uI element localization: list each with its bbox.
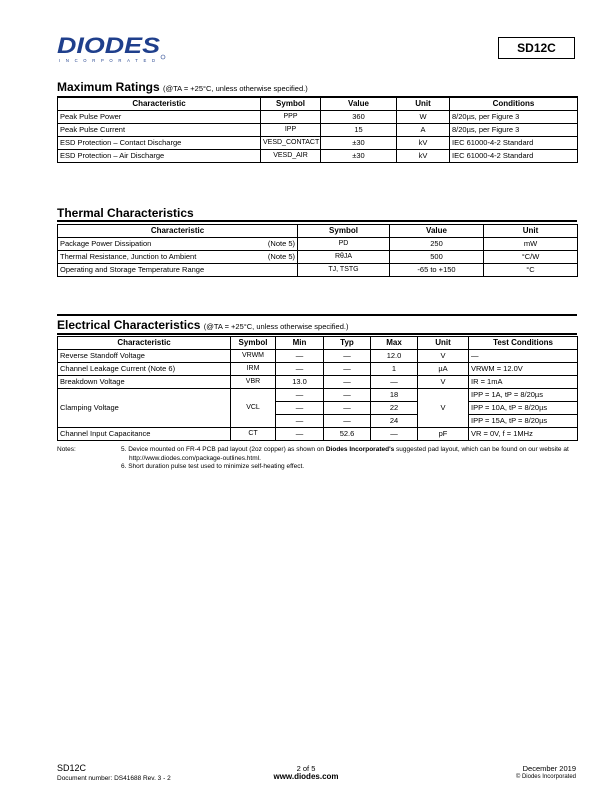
table-header-row [58, 337, 578, 350]
table-row [58, 428, 578, 441]
max-ratings-table [57, 96, 578, 163]
max-cell: — [371, 376, 418, 389]
header-cell: Value [390, 225, 484, 238]
logo-text: DIODES [57, 33, 161, 58]
logo-subtext: INCORPORATED [59, 58, 155, 63]
characteristic-text: Operating and Storage Temperature Range [60, 265, 205, 274]
unit-cell: µA [418, 363, 469, 376]
test-conditions-cell: VR = 0V, f = 1MHz [469, 428, 578, 441]
symbol-cell: IPP [261, 124, 321, 137]
thermal-heading [57, 206, 194, 220]
thermal-title: Thermal Characteristics [57, 206, 194, 220]
value-cell: -65 to +150 [390, 264, 484, 277]
note-5-text-end: suggested pad layout, which can be found on our website at [394, 446, 569, 453]
note-ref: (Note 5) [267, 239, 295, 248]
min-cell: — [276, 350, 324, 363]
unit-cell: kV [397, 137, 450, 150]
header-cell: Symbol [298, 225, 390, 238]
value-cell: ±30 [321, 150, 397, 163]
table-row [58, 264, 578, 277]
notes-block [57, 446, 577, 472]
max-cell: 24 [371, 415, 418, 428]
table-header-row [58, 225, 578, 238]
electrical-top-rule [57, 314, 577, 316]
max-cell: 1 [371, 363, 418, 376]
header-cell: Characteristic [58, 225, 298, 238]
symbol-cell: TJ, TSTG [298, 264, 390, 277]
min-cell: — [276, 363, 324, 376]
typ-cell: — [324, 363, 371, 376]
thermal-rule [57, 220, 577, 222]
typ-cell: — [324, 402, 371, 415]
typ-cell: — [324, 350, 371, 363]
electrical-rule [57, 333, 577, 335]
value-cell: 250 [390, 238, 484, 251]
unit-cell: kV [397, 150, 450, 163]
conditions-cell: IEC 61000-4-2 Standard [450, 150, 578, 163]
characteristic-cell [58, 264, 298, 277]
table-row [58, 350, 578, 363]
symbol-cell: PD [298, 238, 390, 251]
max-cell: — [371, 428, 418, 441]
electrical-title: Electrical Characteristics [57, 318, 201, 332]
note-5-company: Diodes Incorporated's [325, 446, 395, 453]
header-cell: Max [371, 337, 418, 350]
table-row [58, 137, 578, 150]
footer-url[interactable]: www.diodes.com [273, 772, 339, 781]
symbol-cell: VCL [231, 389, 276, 428]
diodes-logo [57, 33, 167, 65]
characteristic-cell [58, 251, 298, 264]
header-cell: Value [321, 97, 397, 111]
part-number-box: SD12C [498, 37, 575, 59]
characteristic-cell: Channel Leakage Current (Note 6) [58, 363, 231, 376]
value-cell: 500 [390, 251, 484, 264]
note-5-text: 5. Device mounted on FR-4 PCB pad layout (2oz copper) as shown on [121, 446, 326, 453]
characteristic-cell: ESD Protection – Contact Discharge [58, 137, 261, 150]
max-cell: 12.0 [371, 350, 418, 363]
header-cell: Min [276, 337, 324, 350]
unit-cell: °C/W [484, 251, 578, 264]
conditions-cell: 8/20µs, per Figure 3 [450, 111, 578, 124]
max-cell: 18 [371, 389, 418, 402]
electrical-condition: (@TA = +25°C, unless otherwise specified.) [203, 322, 349, 331]
characteristic-cell [58, 238, 298, 251]
note-6: 6. Short duration pulse test used to minimize self-heating effect. [121, 463, 305, 470]
symbol-cell: CT [231, 428, 276, 441]
header-cell: Characteristic [58, 337, 231, 350]
unit-cell: mW [484, 238, 578, 251]
max-ratings-condition: (@TA = +25°C, unless otherwise specified.) [163, 84, 308, 93]
unit-cell: pF [418, 428, 469, 441]
table-row [58, 363, 578, 376]
value-cell: 15 [321, 124, 397, 137]
value-cell: 360 [321, 111, 397, 124]
symbol-cell: IRM [231, 363, 276, 376]
max-ratings-heading [57, 80, 308, 94]
header-cell: Symbol [261, 97, 321, 111]
notes-body [121, 446, 577, 472]
footer-doc-number: Document number: DS41688 Rev. 3 - 2 [57, 775, 171, 782]
max-cell: 22 [371, 402, 418, 415]
table-row [58, 389, 578, 402]
characteristic-cell: Reverse Standoff Voltage [58, 350, 231, 363]
test-conditions-cell: VRWM = 12.0V [469, 363, 578, 376]
table-row [58, 124, 578, 137]
characteristic-cell: Peak Pulse Current [58, 124, 261, 137]
characteristic-cell: Peak Pulse Power [58, 111, 261, 124]
typ-cell: — [324, 376, 371, 389]
note-5 [121, 446, 577, 455]
footer-page: 2 of 5 [296, 764, 316, 773]
thermal-table [57, 224, 578, 277]
min-cell: 13.0 [276, 376, 324, 389]
test-conditions-cell: — [469, 350, 578, 363]
value-cell: ±30 [321, 137, 397, 150]
note-ref: (Note 5) [267, 252, 295, 261]
test-conditions-cell: IR = 1mA [469, 376, 578, 389]
diodes-logo-graphic [57, 33, 167, 65]
note-5-url[interactable]: http://www.diodes.com/package-outlines.html. [129, 454, 261, 462]
symbol-cell: RθJA [298, 251, 390, 264]
min-cell: — [276, 415, 324, 428]
unit-cell: V [418, 376, 469, 389]
header-cell: Unit [397, 97, 450, 111]
header-cell: Test Conditions [469, 337, 578, 350]
symbol-cell: VESD_AIR [261, 150, 321, 163]
table-row [58, 150, 578, 163]
unit-cell: V [418, 389, 469, 428]
unit-cell: W [397, 111, 450, 124]
header-cell: Unit [418, 337, 469, 350]
symbol-cell: VESD_CONTACT [261, 137, 321, 150]
table-row [58, 376, 578, 389]
conditions-cell: IEC 61000-4-2 Standard [450, 137, 578, 150]
electrical-table [57, 336, 578, 441]
test-conditions-cell: IPP = 15A, tP = 8/20µs [469, 415, 578, 428]
unit-cell: °C [484, 264, 578, 277]
test-conditions-cell: IPP = 10A, tP = 8/20µs [469, 402, 578, 415]
typ-cell: — [324, 389, 371, 402]
header-cell: Typ [324, 337, 371, 350]
header-cell: Characteristic [58, 97, 261, 111]
header-cell: Unit [484, 225, 578, 238]
min-cell: — [276, 402, 324, 415]
table-row [58, 251, 578, 264]
characteristic-text: Package Power Dissipation [60, 239, 152, 248]
symbol-cell: VRWM [231, 350, 276, 363]
notes-label: Notes: [57, 446, 76, 453]
test-conditions-cell: IPP = 1A, tP = 8/20µs [469, 389, 578, 402]
table-row [58, 238, 578, 251]
registered-mark-icon [161, 55, 165, 59]
electrical-heading [57, 318, 348, 332]
min-cell: — [276, 428, 324, 441]
conditions-cell: 8/20µs, per Figure 3 [450, 124, 578, 137]
symbol-cell: VBR [231, 376, 276, 389]
footer-date: December 2019 [522, 764, 576, 773]
characteristic-text: Thermal Resistance, Junction to Ambient [60, 252, 197, 261]
footer-part: SD12C [57, 763, 87, 773]
typ-cell: 52.6 [324, 428, 371, 441]
typ-cell: — [324, 415, 371, 428]
characteristic-cell: Breakdown Voltage [58, 376, 231, 389]
symbol-cell: PPP [261, 111, 321, 124]
footer-copyright: © Diodes Incorporated [515, 774, 576, 780]
unit-cell: A [397, 124, 450, 137]
characteristic-cell: Channel Input Capacitance [58, 428, 231, 441]
unit-cell: V [418, 350, 469, 363]
characteristic-cell: ESD Protection – Air Discharge [58, 150, 261, 163]
max-ratings-title: Maximum Ratings [57, 80, 160, 94]
header-cell: Symbol [231, 337, 276, 350]
header-cell: Conditions [450, 97, 578, 111]
min-cell: — [276, 389, 324, 402]
characteristic-cell: Clamping Voltage [58, 389, 231, 428]
table-row [58, 111, 578, 124]
table-header-row [58, 97, 578, 111]
